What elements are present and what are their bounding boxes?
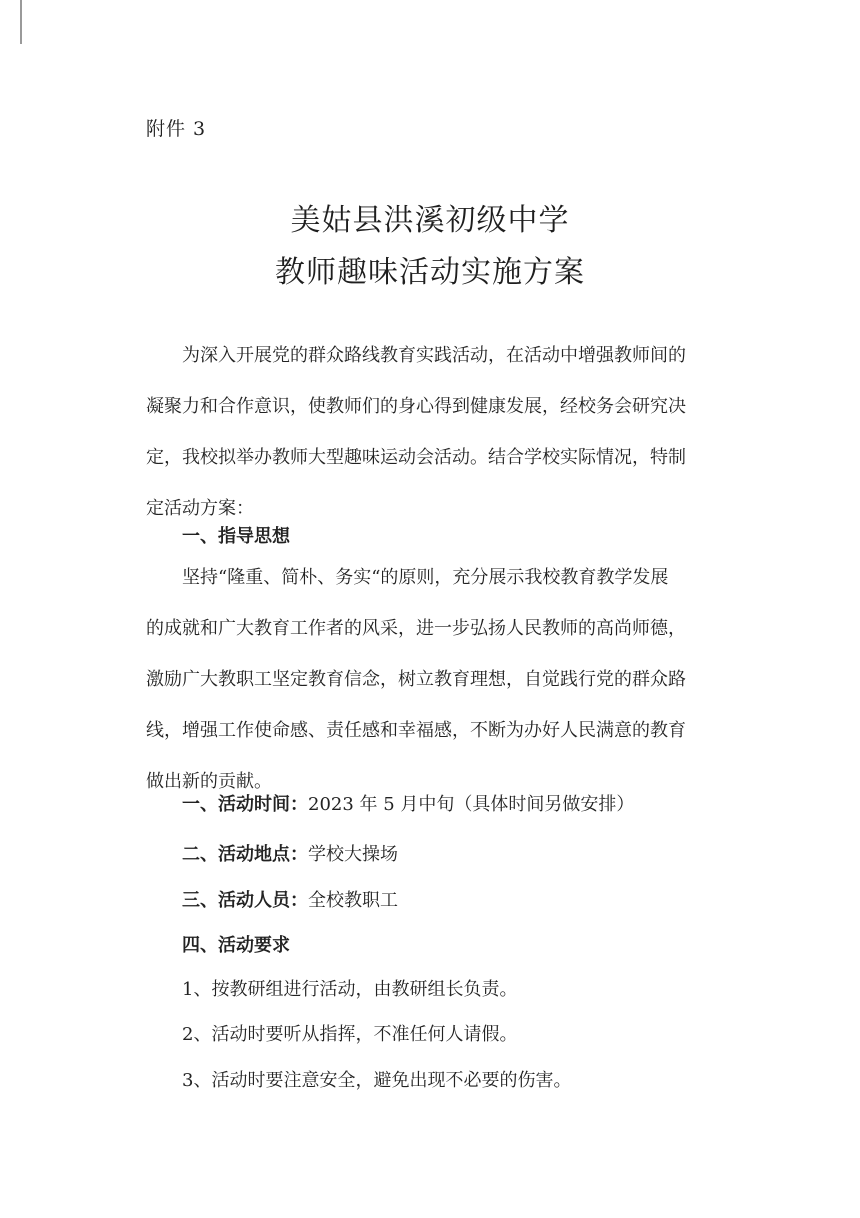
- intro-line: 定活动方案：: [146, 498, 254, 519]
- intro-paragraph: [146, 330, 766, 534]
- guiding-line: 线，增强工作使命感、责任感和幸福感，不断为办好人民满意的教育: [146, 720, 686, 741]
- guiding-line: 的成就和广大教育工作者的风采，进一步弘扬人民教师的高尚师德，: [146, 618, 686, 639]
- document-title-line-2: 教师趣味活动实施方案: [275, 255, 585, 290]
- document-title-line-1: 美姑县洪溪初级中学: [290, 203, 570, 238]
- requirement-item: 3、活动时要注意安全，避免出现不必要的伤害。: [182, 1070, 572, 1091]
- detail-row-participants: [182, 886, 398, 912]
- requirement-item: 2、活动时要听从指挥，不准任何人请假。: [182, 1024, 518, 1045]
- guiding-line: 激励广大教职工坚定教育信念，树立教育理想，自觉践行党的群众路: [146, 669, 686, 690]
- intro-line: 凝聚力和合作意识，使教师们的身心得到健康发展，经校务会研究决: [146, 396, 686, 417]
- detail-label: 二、活动地点：: [182, 844, 308, 865]
- scan-edge-line: [20, 0, 22, 44]
- guiding-line: 坚持“隆重、简朴、务实“的原则，充分展示我校教育教学发展: [182, 567, 669, 588]
- detail-value: 学校大操场: [308, 844, 398, 865]
- intro-line: 定，我校拟举办教师大型趣味运动会活动。结合学校实际情况，特制: [146, 447, 686, 468]
- detail-value: 全校教职工: [308, 890, 398, 911]
- section-heading-guiding: 一、指导思想: [182, 526, 290, 547]
- detail-value: 2023 年 5 月中旬（具体时间另做安排）: [308, 794, 635, 815]
- detail-label: 三、活动人员：: [182, 890, 308, 911]
- detail-row-time: [182, 790, 634, 816]
- guiding-paragraph: [146, 552, 766, 807]
- detail-row-location: [182, 840, 398, 866]
- section-heading-requirements: 四、活动要求: [182, 935, 290, 956]
- attachment-label: 附件 3: [146, 118, 207, 140]
- requirement-item: 1、按教研组进行活动，由教研组长负责。: [182, 979, 518, 1000]
- intro-line: 为深入开展党的群众路线教育实践活动，在活动中增强教师间的: [182, 345, 686, 366]
- guiding-line: 做出新的贡献。: [146, 771, 272, 792]
- detail-label: 一、活动时间：: [182, 794, 308, 815]
